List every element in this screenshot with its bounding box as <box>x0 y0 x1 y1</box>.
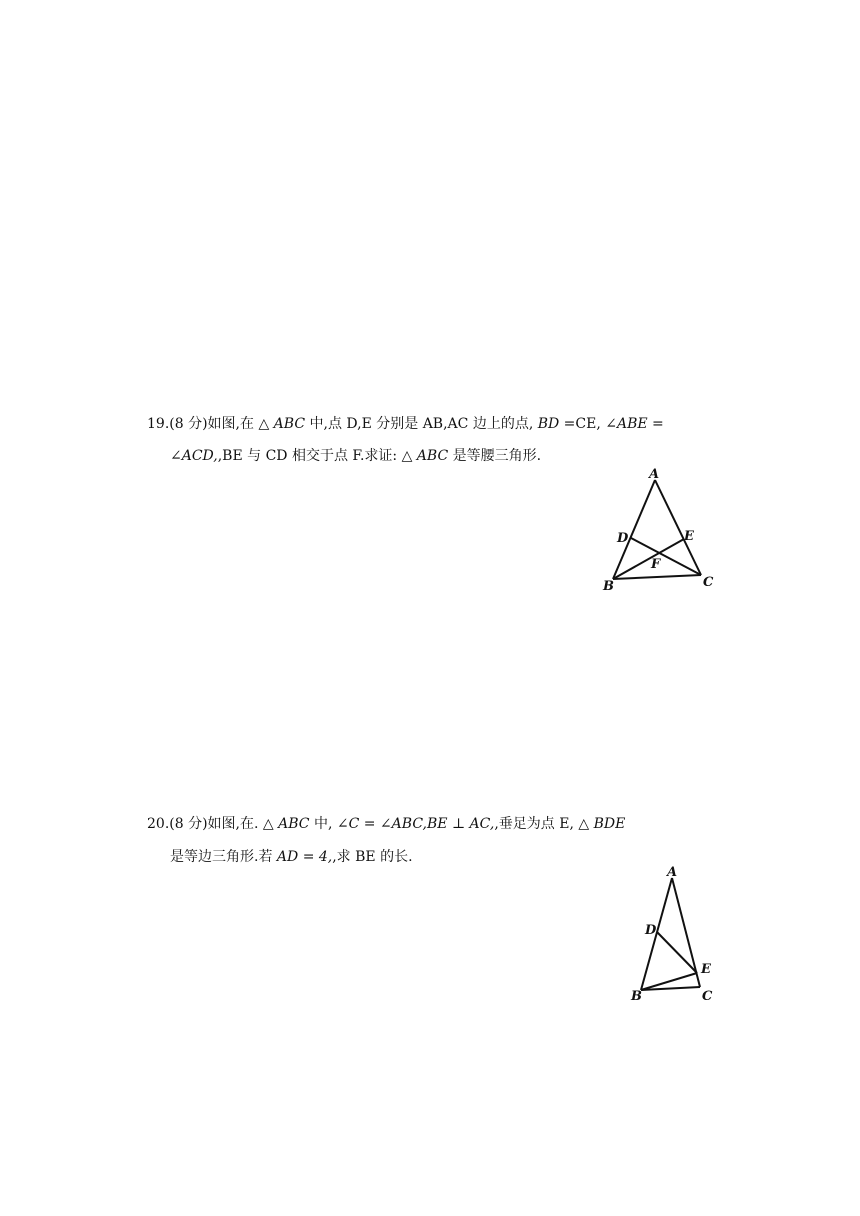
q19-label-d: D <box>617 531 629 546</box>
q20-line-1 <box>147 814 625 834</box>
q20-number: 20. <box>147 816 170 832</box>
q20-label-a: A <box>667 865 678 880</box>
q19-number: 19. <box>147 416 170 432</box>
q19-side-bc <box>613 575 701 579</box>
q19-label-e: E <box>684 529 694 544</box>
q19-label-c: C <box>703 575 714 590</box>
q19-line-2 <box>170 446 541 466</box>
q19-line-1 <box>147 414 664 434</box>
q19-triangle-diagram <box>595 462 725 597</box>
q20-label-d: D <box>645 923 657 938</box>
q20-expression: ∠C = ∠ABC,BE ⊥ AC, <box>336 816 495 832</box>
q20-text: ,垂足为点 E, <box>494 816 579 832</box>
q19-triangle: △ ABC <box>401 448 449 464</box>
q20-triangle-diagram <box>625 860 725 1005</box>
q20-label-b: B <box>631 989 642 1004</box>
q20-text: 中, <box>309 816 337 832</box>
q20-triangle: △ BDE <box>578 816 626 832</box>
q19-text: 中,点 D,E 分别是 AB,AC 边上的点, <box>305 416 538 432</box>
q20-label-c: C <box>702 989 713 1004</box>
q19-triangle: △ ABC <box>258 416 306 432</box>
q20-text: (8 分)如图,在. <box>169 816 263 832</box>
q19-text: (8 分)如图,在 <box>169 416 259 432</box>
q19-text: ,BE 与 CD 相交于点 F.求证: <box>217 448 402 464</box>
q19-label-f: F <box>651 557 661 572</box>
q19-angle: ∠ABE = <box>605 416 664 432</box>
q19-label-a: A <box>649 467 660 482</box>
q20-line-2 <box>170 847 413 867</box>
q19-text: =CE, <box>559 416 606 432</box>
q20-expression: AD = 4, <box>276 849 333 865</box>
q20-text: ,求 BE 的长. <box>332 849 413 865</box>
q19-label-b: B <box>603 579 614 594</box>
q20-figure <box>625 860 725 1009</box>
q19-segment: BD <box>537 416 560 432</box>
q19-angle: ∠ACD, <box>170 448 218 464</box>
q19-side-ac <box>655 480 701 575</box>
q20-triangle: △ ABC <box>262 816 310 832</box>
q19-figure <box>595 462 725 601</box>
q20-text: 是等边三角形.若 <box>170 849 277 865</box>
q19-side-ab <box>613 480 655 579</box>
q19-text: 是等腰三角形. <box>448 448 542 464</box>
q20-label-e: E <box>701 962 711 977</box>
